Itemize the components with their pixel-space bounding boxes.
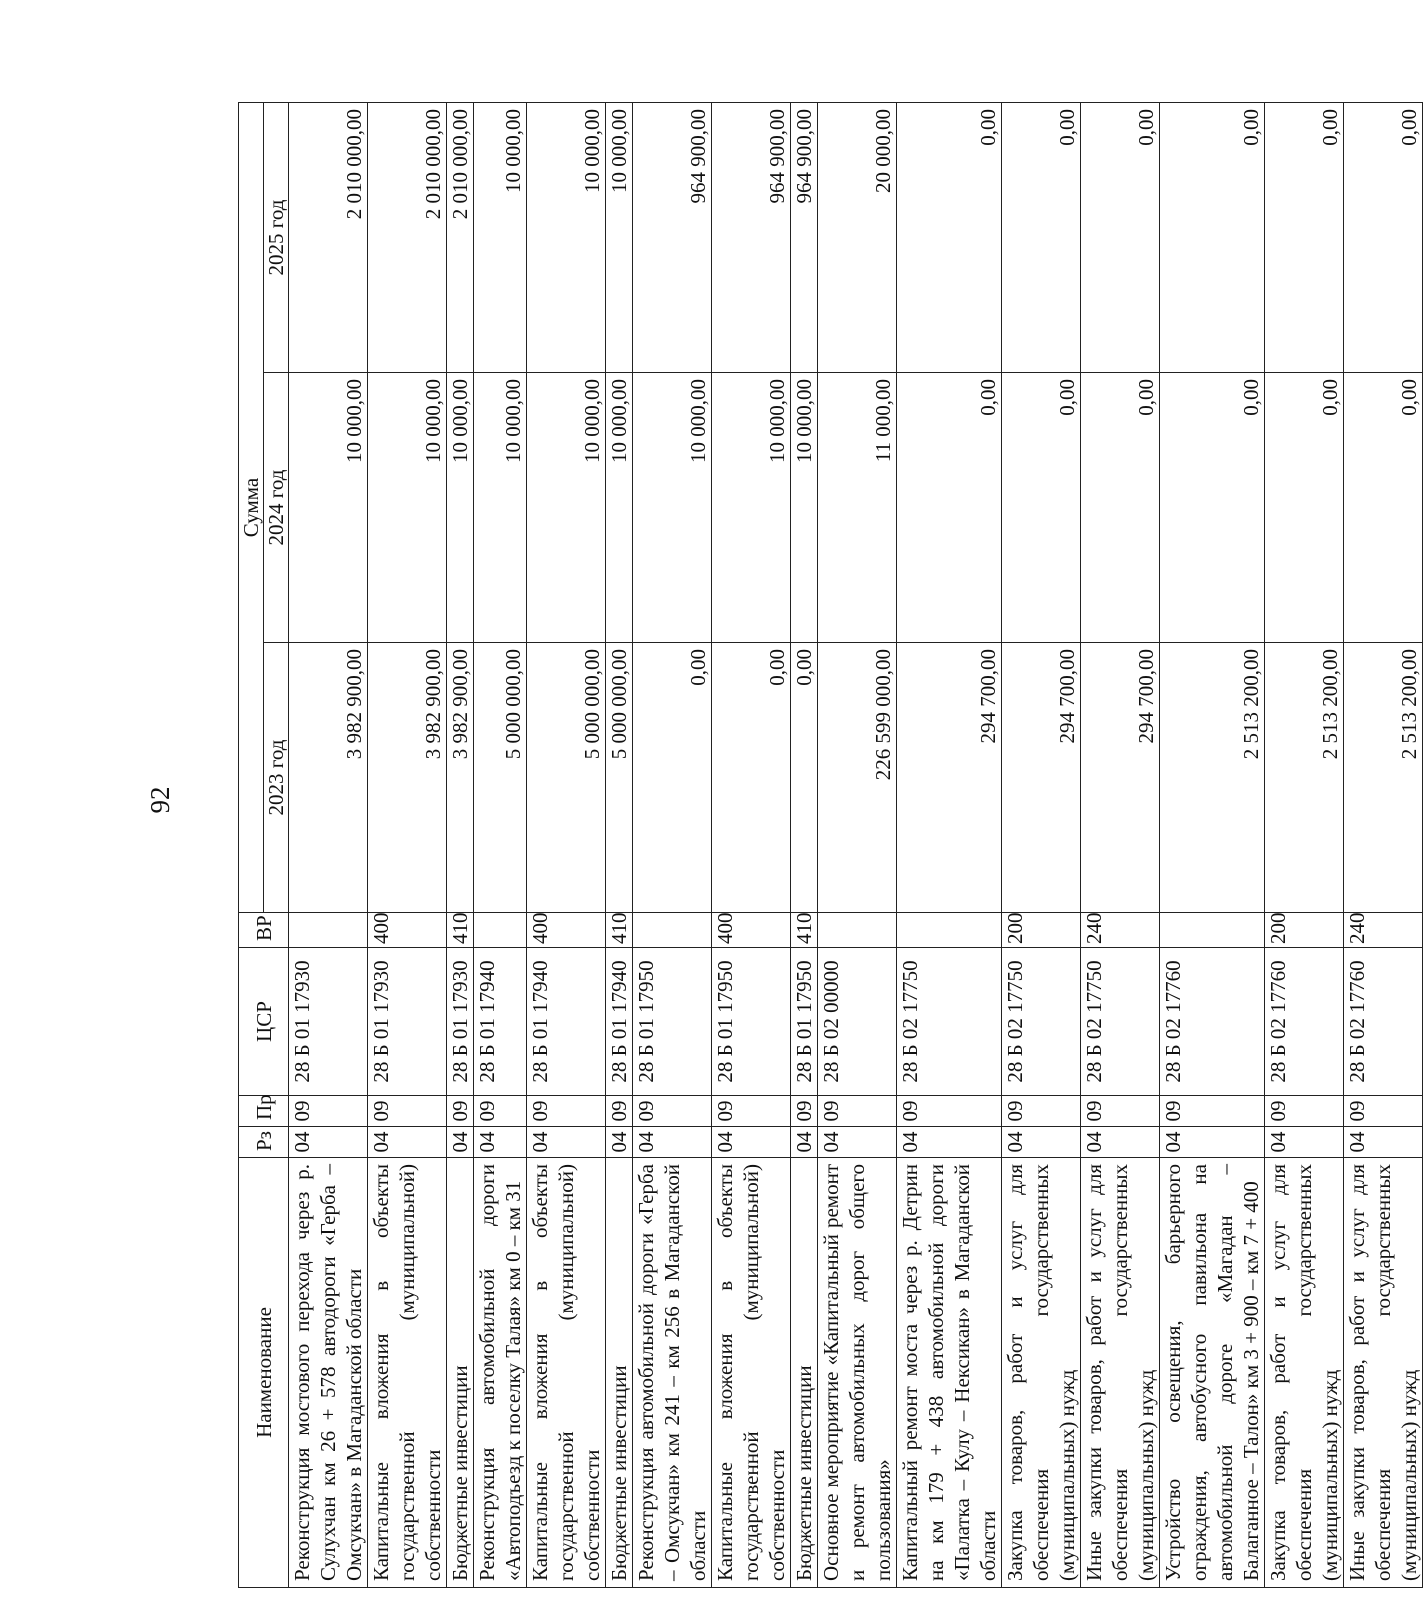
cell-csr: 28 Б 01 17950 [791,948,818,1096]
cell-y2023: 5 000 000,00 [606,643,633,913]
cell-y2025: 0,00 [1160,103,1265,373]
cell-csr: 28 Б 01 17940 [527,948,606,1096]
table-row [474,103,527,1588]
cell-y2024: 10 000,00 [527,373,606,643]
header-vr: ВР [239,913,289,948]
cell-csr: 28 Б 01 17930 [368,948,447,1096]
cell-rz: 04 [1160,1127,1265,1158]
cell-name: Бюджетные инвестиции [606,1158,633,1588]
table-row [527,103,606,1588]
cell-rz: 04 [527,1127,606,1158]
table-row [897,103,1002,1588]
cell-rz: 04 [289,1127,368,1158]
cell-name: Закупка товаров, работ и услуг для обеспечения государственных (муниципальных) нужд [1002,1158,1081,1588]
cell-vr [474,913,527,948]
cell-vr: 200 [1002,913,1081,948]
cell-rz: 04 [1081,1127,1160,1158]
cell-csr: 28 Б 01 17930 [447,948,474,1096]
cell-vr: 410 [447,913,474,948]
table-body [289,103,1423,1588]
cell-rz: 04 [447,1127,474,1158]
header-2025: 2025 год [264,103,289,373]
cell-y2024: 10 000,00 [791,373,818,643]
cell-y2023: 2 513 200,00 [1265,643,1344,913]
cell-y2023: 294 700,00 [1002,643,1081,913]
cell-y2025: 964 900,00 [791,103,818,373]
cell-rz: 04 [791,1127,818,1158]
table-row [1081,103,1160,1588]
cell-rz: 04 [633,1127,712,1158]
cell-rz: 04 [1265,1127,1344,1158]
cell-y2025: 964 900,00 [712,103,791,373]
cell-y2024: 10 000,00 [368,373,447,643]
cell-pr: 09 [712,1096,791,1127]
header-name: Наименование [239,1158,289,1588]
cell-pr: 09 [1344,1096,1423,1127]
cell-y2025: 2 010 000,00 [447,103,474,373]
cell-y2024: 10 000,00 [606,373,633,643]
cell-pr: 09 [289,1096,368,1127]
cell-pr: 09 [1002,1096,1081,1127]
table-row [447,103,474,1588]
cell-csr: 28 Б 02 17760 [1344,948,1423,1096]
header-csr: ЦСР [239,948,289,1096]
cell-vr: 400 [712,913,791,948]
cell-vr [818,913,897,948]
cell-rz: 04 [1002,1127,1081,1158]
cell-csr: 28 Б 01 17940 [474,948,527,1096]
cell-name: Устройство освещения, барьерного ограждения, автобусного павильона на автомобильной дороге «Магадан – Балаганное – Талон» км 3 + 900 – км 7 + 400 [1160,1158,1265,1588]
cell-pr: 09 [897,1096,1002,1127]
cell-pr: 09 [368,1096,447,1127]
cell-name: Капитальные вложения в объекты государственной (муниципальной) собственности [527,1158,606,1588]
cell-y2025: 2 010 000,00 [368,103,447,373]
cell-csr: 28 Б 01 17950 [633,948,712,1096]
cell-pr: 09 [1160,1096,1265,1127]
cell-name: Реконструкция автомобильной дороги «Герба – Омсукчан» км 241 – км 256 в Магаданской области [633,1158,712,1588]
cell-pr: 09 [633,1096,712,1127]
cell-rz: 04 [474,1127,527,1158]
cell-name: Иные закупки товаров, работ и услуг для обеспечения государственных (муниципальных) нужд [1081,1158,1160,1588]
cell-y2025: 10 000,00 [527,103,606,373]
cell-y2025: 0,00 [897,103,1002,373]
cell-y2025: 20 000,00 [818,103,897,373]
cell-name: Бюджетные инвестиции [447,1158,474,1588]
cell-csr: 28 Б 02 17760 [1265,948,1344,1096]
cell-vr: 410 [791,913,818,948]
cell-rz: 04 [897,1127,1002,1158]
table-row [1265,103,1344,1588]
table-row [1002,103,1081,1588]
cell-vr: 400 [527,913,606,948]
table-row [606,103,633,1588]
cell-y2023: 5 000 000,00 [527,643,606,913]
cell-y2023: 2 513 200,00 [1160,643,1265,913]
cell-y2025: 0,00 [1265,103,1344,373]
cell-name: Капитальный ремонт моста через р. Детрин на км 179 + 438 автомобильной дороги «Палатка – Кулу – Нексикан» в Магаданской области [897,1158,1002,1588]
cell-rz: 04 [368,1127,447,1158]
cell-csr: 28 Б 02 17760 [1160,948,1265,1096]
cell-name: Реконструкция автомобильной дороги «Автоподъезд к поселку Талая» км 0 – км 31 [474,1158,527,1588]
cell-pr: 09 [606,1096,633,1127]
budget-table-rotated [238,103,1421,1588]
cell-name: Капитальные вложения в объекты государственной (муниципальной) собственности [368,1158,447,1588]
cell-y2025: 964 900,00 [633,103,712,373]
cell-y2024: 0,00 [1160,373,1265,643]
cell-pr: 09 [527,1096,606,1127]
table-row [289,103,368,1588]
cell-vr: 400 [368,913,447,948]
cell-y2023: 226 599 000,00 [818,643,897,913]
cell-y2024: 10 000,00 [447,373,474,643]
cell-y2024: 0,00 [1002,373,1081,643]
cell-y2023: 3 982 900,00 [289,643,368,913]
budget-table [238,102,1423,1588]
cell-vr: 410 [606,913,633,948]
table-row [1160,103,1265,1588]
cell-y2025: 10 000,00 [606,103,633,373]
cell-rz: 04 [712,1127,791,1158]
cell-y2024: 0,00 [1265,373,1344,643]
cell-vr: 240 [1081,913,1160,948]
cell-vr [289,913,368,948]
table-row [368,103,447,1588]
cell-pr: 09 [791,1096,818,1127]
cell-csr: 28 Б 02 17750 [897,948,1002,1096]
header-2023: 2023 год [264,643,289,913]
cell-vr [897,913,1002,948]
cell-csr: 28 Б 02 00000 [818,948,897,1096]
cell-y2023: 2 513 200,00 [1344,643,1423,913]
header-sum: Сумма [239,103,264,913]
cell-y2023: 0,00 [791,643,818,913]
cell-y2024: 10 000,00 [474,373,527,643]
cell-rz: 04 [606,1127,633,1158]
cell-y2025: 0,00 [1344,103,1423,373]
cell-y2024: 10 000,00 [633,373,712,643]
cell-y2023: 294 700,00 [1081,643,1160,913]
cell-name: Закупка товаров, работ и услуг для обеспечения государственных (муниципальных) нужд [1265,1158,1344,1588]
cell-rz: 04 [1344,1127,1423,1158]
table-row [1344,103,1423,1588]
cell-name: Основное мероприятие «Капитальный ремонт и ремонт автомобильных дорог общего пользования» [818,1158,897,1588]
cell-vr [633,913,712,948]
cell-name: Бюджетные инвестиции [791,1158,818,1588]
cell-pr: 09 [818,1096,897,1127]
cell-name: Капитальные вложения в объекты государственной (муниципальной) собственности [712,1158,791,1588]
cell-y2024: 10 000,00 [289,373,368,643]
cell-pr: 09 [1081,1096,1160,1127]
cell-pr: 09 [447,1096,474,1127]
cell-y2024: 0,00 [1081,373,1160,643]
cell-csr: 28 Б 01 17940 [606,948,633,1096]
page-number: 92 [145,786,175,814]
header-rz: Рз [239,1127,289,1158]
cell-y2024: 0,00 [1344,373,1423,643]
table-row [633,103,712,1588]
table-row [818,103,897,1588]
cell-y2025: 0,00 [1002,103,1081,373]
cell-y2024: 11 000,00 [818,373,897,643]
table-row [791,103,818,1588]
cell-vr: 200 [1265,913,1344,948]
table-row [712,103,791,1588]
cell-y2023: 3 982 900,00 [368,643,447,913]
cell-y2025: 2 010 000,00 [289,103,368,373]
cell-y2023: 5 000 000,00 [474,643,527,913]
cell-name: Реконструкция мостового перехода через р. Сулухчан км 26 + 578 автодороги «Герба – Омсукчан» в Магаданской области [289,1158,368,1588]
cell-csr: 28 Б 01 17950 [712,948,791,1096]
header-2024: 2024 год [264,373,289,643]
cell-csr: 28 Б 02 17750 [1081,948,1160,1096]
cell-y2024: 10 000,00 [712,373,791,643]
cell-name: Иные закупки товаров, работ и услуг для обеспечения государственных (муниципальных) нужд [1344,1158,1423,1588]
cell-y2023: 3 982 900,00 [447,643,474,913]
cell-csr: 28 Б 01 17930 [289,948,368,1096]
header-pr: Пр [239,1096,289,1127]
cell-vr: 240 [1344,913,1423,948]
cell-rz: 04 [818,1127,897,1158]
cell-vr [1160,913,1265,948]
cell-y2025: 10 000,00 [474,103,527,373]
cell-y2023: 0,00 [633,643,712,913]
cell-y2024: 0,00 [897,373,1002,643]
cell-pr: 09 [1265,1096,1344,1127]
cell-csr: 28 Б 02 17750 [1002,948,1081,1096]
cell-y2025: 0,00 [1081,103,1160,373]
cell-y2023: 0,00 [712,643,791,913]
cell-y2023: 294 700,00 [897,643,1002,913]
cell-pr: 09 [474,1096,527,1127]
